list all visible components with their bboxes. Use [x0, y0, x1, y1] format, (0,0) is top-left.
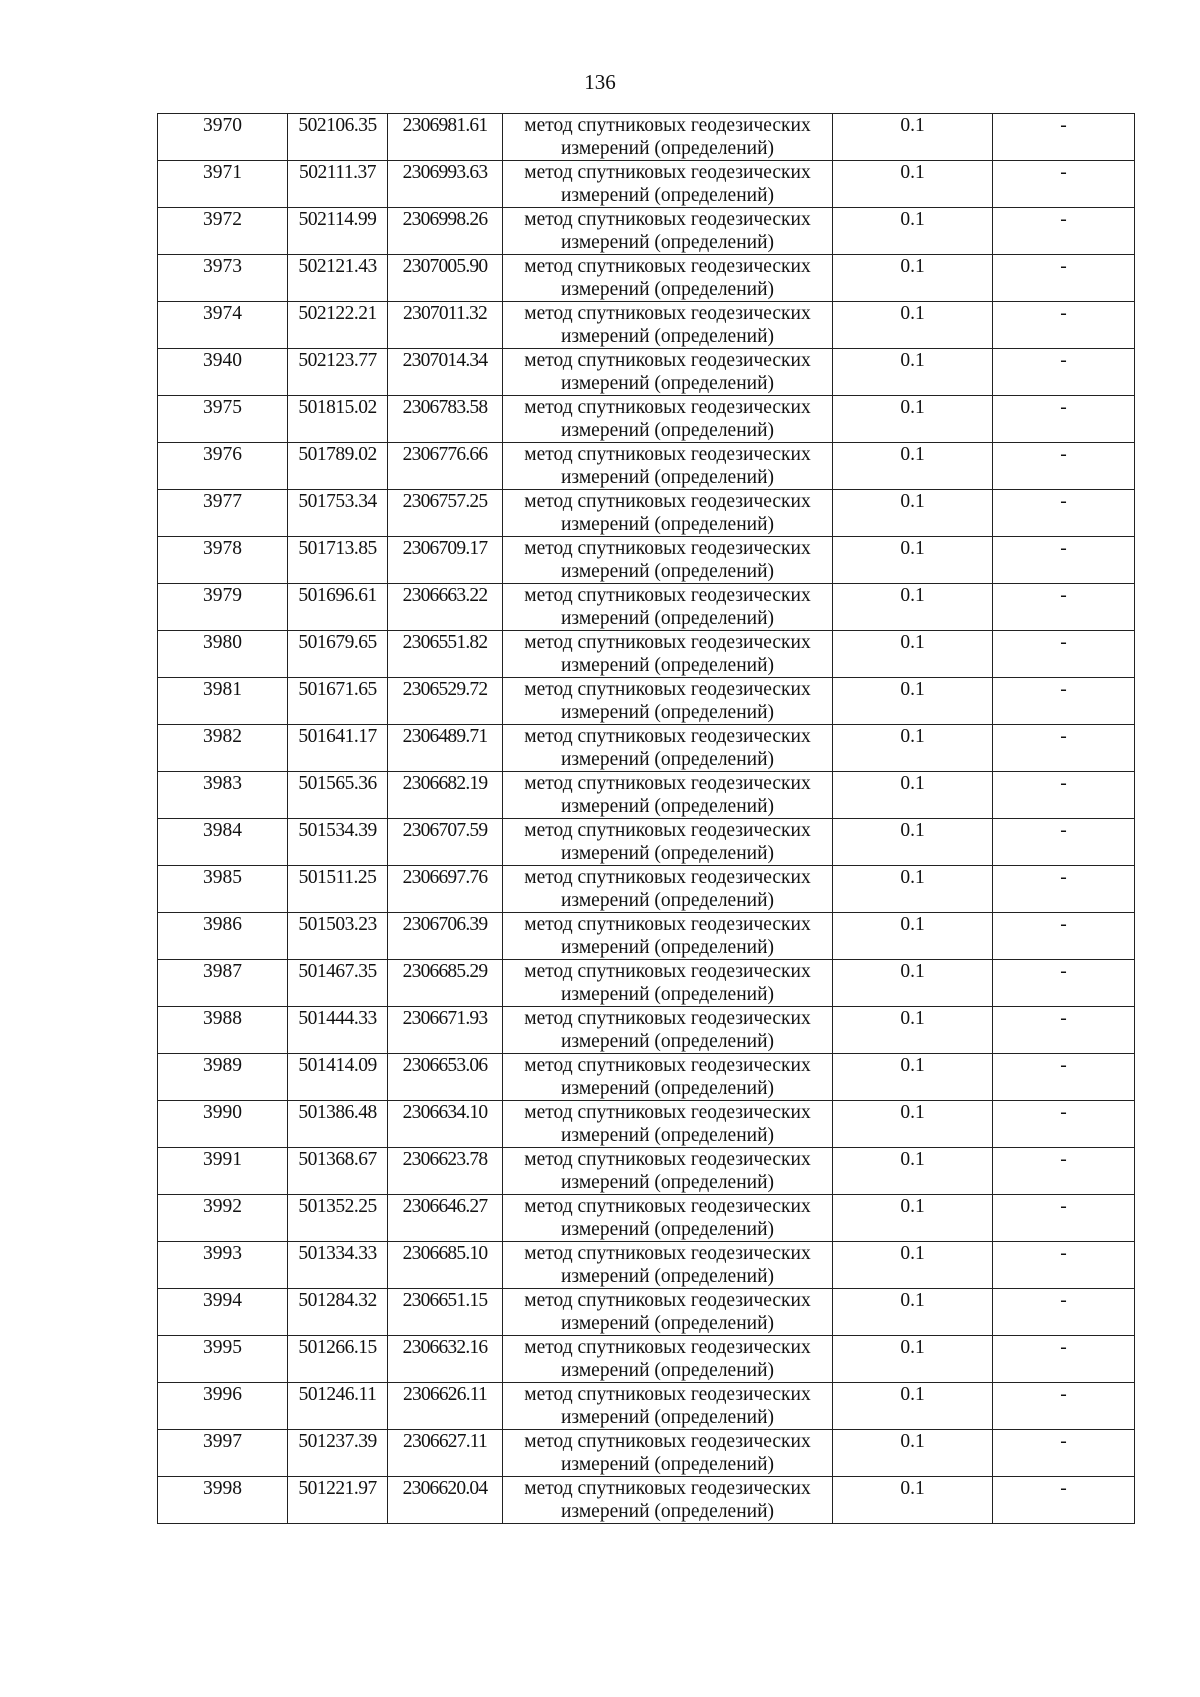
- table-row: [158, 396, 1135, 443]
- method-line-2: измерений (определений): [560, 655, 775, 676]
- method-cell: [503, 1101, 833, 1148]
- accuracy: 0.1: [833, 772, 993, 819]
- method-line-1: метод спутниковых геодезических: [524, 444, 811, 465]
- coord-y: 2306697.76: [388, 866, 503, 913]
- accuracy: 0.1: [833, 819, 993, 866]
- method-cell: [503, 1430, 833, 1477]
- accuracy: 0.1: [833, 866, 993, 913]
- coord-x: 502111.37: [288, 161, 388, 208]
- accuracy: 0.1: [833, 443, 993, 490]
- coord-y: 2306776.66: [388, 443, 503, 490]
- point-number: 3980: [158, 631, 288, 678]
- coord-y: 2306627.11: [388, 1430, 503, 1477]
- method-line-1: метод спутниковых геодезических: [524, 726, 811, 747]
- coord-x: 501565.36: [288, 772, 388, 819]
- table-row: [158, 866, 1135, 913]
- table-row: [158, 208, 1135, 255]
- extra-value: -: [993, 490, 1135, 537]
- table-row: [158, 1289, 1135, 1336]
- point-number: 3978: [158, 537, 288, 584]
- extra-value: -: [993, 866, 1135, 913]
- accuracy: 0.1: [833, 161, 993, 208]
- method-line-2: измерений (определений): [560, 326, 775, 347]
- table-row: [158, 960, 1135, 1007]
- method-line-1: метод спутниковых геодезических: [524, 1008, 811, 1029]
- table-row: [158, 443, 1135, 490]
- method-cell: [503, 396, 833, 443]
- coord-x: 501444.33: [288, 1007, 388, 1054]
- method-line-2: измерений (определений): [560, 279, 775, 300]
- accuracy: 0.1: [833, 302, 993, 349]
- method-cell: [503, 1289, 833, 1336]
- coord-y: 2306685.29: [388, 960, 503, 1007]
- coord-y: 2306671.93: [388, 1007, 503, 1054]
- method-line-2: измерений (определений): [560, 796, 775, 817]
- extra-value: -: [993, 960, 1135, 1007]
- point-number: 3987: [158, 960, 288, 1007]
- point-number: 3977: [158, 490, 288, 537]
- extra-value: -: [993, 208, 1135, 255]
- method-line-2: измерений (определений): [560, 1407, 775, 1428]
- extra-value: -: [993, 255, 1135, 302]
- method-cell: [503, 490, 833, 537]
- extra-value: -: [993, 819, 1135, 866]
- accuracy: 0.1: [833, 1242, 993, 1289]
- coord-x: 502114.99: [288, 208, 388, 255]
- extra-value: -: [993, 678, 1135, 725]
- method-cell: [503, 1148, 833, 1195]
- method-line-2: измерений (определений): [560, 1125, 775, 1146]
- accuracy: 0.1: [833, 490, 993, 537]
- table-row: [158, 161, 1135, 208]
- method-line-2: измерений (определений): [560, 1172, 775, 1193]
- method-line-2: измерений (определений): [560, 984, 775, 1005]
- accuracy: 0.1: [833, 1430, 993, 1477]
- extra-value: -: [993, 1430, 1135, 1477]
- table-row: [158, 584, 1135, 631]
- point-number: 3991: [158, 1148, 288, 1195]
- method-cell: [503, 114, 833, 161]
- coord-x: 502121.43: [288, 255, 388, 302]
- extra-value: -: [993, 537, 1135, 584]
- coord-y: 2306653.06: [388, 1054, 503, 1101]
- coord-x: 501534.39: [288, 819, 388, 866]
- point-number: 3992: [158, 1195, 288, 1242]
- point-number: 3973: [158, 255, 288, 302]
- coord-y: 2306634.10: [388, 1101, 503, 1148]
- coord-x: 501368.67: [288, 1148, 388, 1195]
- method-cell: [503, 866, 833, 913]
- accuracy: 0.1: [833, 631, 993, 678]
- extra-value: -: [993, 1477, 1135, 1524]
- method-line-2: измерений (определений): [560, 1501, 775, 1522]
- point-number: 3983: [158, 772, 288, 819]
- method-cell: [503, 725, 833, 772]
- accuracy: 0.1: [833, 584, 993, 631]
- coord-x: 501237.39: [288, 1430, 388, 1477]
- extra-value: -: [993, 631, 1135, 678]
- method-line-1: метод спутниковых геодезических: [524, 1243, 811, 1264]
- table-row: [158, 1336, 1135, 1383]
- point-number: 3976: [158, 443, 288, 490]
- method-line-2: измерений (определений): [560, 467, 775, 488]
- coord-y: 2306646.27: [388, 1195, 503, 1242]
- accuracy: 0.1: [833, 1101, 993, 1148]
- method-line-2: измерений (определений): [560, 373, 775, 394]
- coord-y: 2306551.82: [388, 631, 503, 678]
- coord-x: 501221.97: [288, 1477, 388, 1524]
- method-line-1: метод спутниковых геодезических: [524, 162, 811, 183]
- method-line-1: метод спутниковых геодезических: [524, 1337, 811, 1358]
- coord-x: 501414.09: [288, 1054, 388, 1101]
- extra-value: -: [993, 114, 1135, 161]
- table-row: [158, 1195, 1135, 1242]
- accuracy: 0.1: [833, 960, 993, 1007]
- coord-x: 501713.85: [288, 537, 388, 584]
- method-line-1: метод спутниковых геодезических: [524, 538, 811, 559]
- coord-x: 501679.65: [288, 631, 388, 678]
- method-line-2: измерений (определений): [560, 890, 775, 911]
- point-number: 3997: [158, 1430, 288, 1477]
- extra-value: -: [993, 584, 1135, 631]
- method-cell: [503, 443, 833, 490]
- coord-y: 2306993.63: [388, 161, 503, 208]
- method-cell: [503, 819, 833, 866]
- method-line-1: метод спутниковых геодезических: [524, 256, 811, 277]
- method-cell: [503, 1007, 833, 1054]
- extra-value: -: [993, 1101, 1135, 1148]
- method-line-2: измерений (определений): [560, 1031, 775, 1052]
- table-row: [158, 1054, 1135, 1101]
- extra-value: -: [993, 1289, 1135, 1336]
- table-row: [158, 819, 1135, 866]
- accuracy: 0.1: [833, 114, 993, 161]
- coord-y: 2306685.10: [388, 1242, 503, 1289]
- table-body: [158, 114, 1135, 1524]
- point-number: 3940: [158, 349, 288, 396]
- point-number: 3970: [158, 114, 288, 161]
- coord-y: 2307005.90: [388, 255, 503, 302]
- method-line-2: измерений (определений): [560, 561, 775, 582]
- point-number: 3974: [158, 302, 288, 349]
- table-row: [158, 255, 1135, 302]
- method-line-2: измерений (определений): [560, 749, 775, 770]
- point-number: 3990: [158, 1101, 288, 1148]
- method-line-2: измерений (определений): [560, 1219, 775, 1240]
- coord-x: 501246.11: [288, 1383, 388, 1430]
- method-line-2: измерений (определений): [560, 232, 775, 253]
- accuracy: 0.1: [833, 255, 993, 302]
- method-line-1: метод спутниковых геодезических: [524, 1384, 811, 1405]
- coord-x: 501284.32: [288, 1289, 388, 1336]
- coord-x: 501467.35: [288, 960, 388, 1007]
- method-line-1: метод спутниковых геодезических: [524, 1431, 811, 1452]
- point-number: 3971: [158, 161, 288, 208]
- point-number: 3989: [158, 1054, 288, 1101]
- accuracy: 0.1: [833, 913, 993, 960]
- table-row: [158, 772, 1135, 819]
- method-cell: [503, 678, 833, 725]
- coord-y: 2306707.59: [388, 819, 503, 866]
- accuracy: 0.1: [833, 1195, 993, 1242]
- method-cell: [503, 631, 833, 678]
- coord-x: 502123.77: [288, 349, 388, 396]
- point-number: 3995: [158, 1336, 288, 1383]
- method-line-2: измерений (определений): [560, 185, 775, 206]
- coord-x: 501671.65: [288, 678, 388, 725]
- extra-value: -: [993, 302, 1135, 349]
- method-cell: [503, 1242, 833, 1289]
- method-line-1: метод спутниковых геодезических: [524, 1290, 811, 1311]
- accuracy: 0.1: [833, 1477, 993, 1524]
- method-cell: [503, 161, 833, 208]
- method-line-2: измерений (определений): [560, 1266, 775, 1287]
- extra-value: -: [993, 1007, 1135, 1054]
- method-line-1: метод спутниковых геодезических: [524, 1102, 811, 1123]
- extra-value: -: [993, 396, 1135, 443]
- point-number: 3998: [158, 1477, 288, 1524]
- method-line-2: измерений (определений): [560, 1313, 775, 1334]
- point-number: 3986: [158, 913, 288, 960]
- method-line-2: измерений (определений): [560, 1454, 775, 1475]
- extra-value: -: [993, 1195, 1135, 1242]
- point-number: 3979: [158, 584, 288, 631]
- method-cell: [503, 1054, 833, 1101]
- coord-x: 501334.33: [288, 1242, 388, 1289]
- coord-x: 501503.23: [288, 913, 388, 960]
- table-row: [158, 1242, 1135, 1289]
- coord-y: 2307011.32: [388, 302, 503, 349]
- extra-value: -: [993, 1336, 1135, 1383]
- accuracy: 0.1: [833, 1148, 993, 1195]
- coord-x: 502122.21: [288, 302, 388, 349]
- coord-y: 2306981.61: [388, 114, 503, 161]
- table-row: [158, 1430, 1135, 1477]
- method-line-1: метод спутниковых геодезических: [524, 961, 811, 982]
- table-row: [158, 631, 1135, 678]
- method-line-1: метод спутниковых геодезических: [524, 1478, 811, 1499]
- method-cell: [503, 1195, 833, 1242]
- point-number: 3993: [158, 1242, 288, 1289]
- method-line-1: метод спутниковых геодезических: [524, 209, 811, 230]
- point-number: 3984: [158, 819, 288, 866]
- accuracy: 0.1: [833, 678, 993, 725]
- coord-y: 2306706.39: [388, 913, 503, 960]
- table-row: [158, 1477, 1135, 1524]
- coord-x: 501789.02: [288, 443, 388, 490]
- extra-value: -: [993, 725, 1135, 772]
- method-line-2: измерений (определений): [560, 702, 775, 723]
- table-row: [158, 725, 1135, 772]
- coord-x: 501696.61: [288, 584, 388, 631]
- coord-x: 501511.25: [288, 866, 388, 913]
- point-number: 3981: [158, 678, 288, 725]
- coord-y: 2306620.04: [388, 1477, 503, 1524]
- method-cell: [503, 1477, 833, 1524]
- method-line-2: измерений (определений): [560, 1078, 775, 1099]
- accuracy: 0.1: [833, 725, 993, 772]
- coord-x: 501266.15: [288, 1336, 388, 1383]
- method-cell: [503, 1336, 833, 1383]
- method-line-2: измерений (определений): [560, 138, 775, 159]
- coord-y: 2306998.26: [388, 208, 503, 255]
- method-cell: [503, 302, 833, 349]
- method-cell: [503, 913, 833, 960]
- method-line-2: измерений (определений): [560, 937, 775, 958]
- coord-y: 2306632.16: [388, 1336, 503, 1383]
- method-cell: [503, 255, 833, 302]
- method-line-1: метод спутниковых геодезических: [524, 632, 811, 653]
- extra-value: -: [993, 443, 1135, 490]
- point-number: 3972: [158, 208, 288, 255]
- accuracy: 0.1: [833, 1383, 993, 1430]
- method-cell: [503, 1383, 833, 1430]
- accuracy: 0.1: [833, 208, 993, 255]
- accuracy: 0.1: [833, 349, 993, 396]
- coord-x: 501815.02: [288, 396, 388, 443]
- coord-y: 2306623.78: [388, 1148, 503, 1195]
- table-row: [158, 490, 1135, 537]
- point-number: 3985: [158, 866, 288, 913]
- accuracy: 0.1: [833, 1054, 993, 1101]
- method-line-1: метод спутниковых геодезических: [524, 773, 811, 794]
- table-row: [158, 537, 1135, 584]
- method-cell: [503, 960, 833, 1007]
- extra-value: -: [993, 161, 1135, 208]
- coord-x: 501641.17: [288, 725, 388, 772]
- point-number: 3996: [158, 1383, 288, 1430]
- point-number: 3994: [158, 1289, 288, 1336]
- method-cell: [503, 537, 833, 584]
- method-cell: [503, 349, 833, 396]
- table-row: [158, 1007, 1135, 1054]
- extra-value: -: [993, 1242, 1135, 1289]
- accuracy: 0.1: [833, 1289, 993, 1336]
- coord-x: 501753.34: [288, 490, 388, 537]
- coord-y: 2306529.72: [388, 678, 503, 725]
- method-line-1: метод спутниковых геодезических: [524, 491, 811, 512]
- extra-value: -: [993, 1148, 1135, 1195]
- method-line-1: метод спутниковых геодезических: [524, 820, 811, 841]
- coord-y: 2307014.34: [388, 349, 503, 396]
- coord-x: 501386.48: [288, 1101, 388, 1148]
- method-line-2: измерений (определений): [560, 420, 775, 441]
- coord-y: 2306757.25: [388, 490, 503, 537]
- method-cell: [503, 208, 833, 255]
- coord-y: 2306783.58: [388, 396, 503, 443]
- table-row: [158, 1383, 1135, 1430]
- method-line-1: метод спутниковых геодезических: [524, 303, 811, 324]
- table-row: [158, 1101, 1135, 1148]
- accuracy: 0.1: [833, 537, 993, 584]
- extra-value: -: [993, 1054, 1135, 1101]
- page-number: 136: [584, 70, 616, 94]
- method-line-1: метод спутниковых геодезических: [524, 1055, 811, 1076]
- accuracy: 0.1: [833, 396, 993, 443]
- extra-value: -: [993, 913, 1135, 960]
- coord-y: 2306489.71: [388, 725, 503, 772]
- table-row: [158, 1148, 1135, 1195]
- table-row: [158, 302, 1135, 349]
- method-line-2: измерений (определений): [560, 608, 775, 629]
- accuracy: 0.1: [833, 1336, 993, 1383]
- table-row: [158, 678, 1135, 725]
- coord-y: 2306663.22: [388, 584, 503, 631]
- coord-x: 501352.25: [288, 1195, 388, 1242]
- method-line-2: измерений (определений): [560, 1360, 775, 1381]
- point-number: 3975: [158, 396, 288, 443]
- method-line-2: измерений (определений): [560, 514, 775, 535]
- point-number: 3988: [158, 1007, 288, 1054]
- coord-y: 2306682.19: [388, 772, 503, 819]
- coordinates-table: [157, 113, 1135, 1524]
- accuracy: 0.1: [833, 1007, 993, 1054]
- method-line-1: метод спутниковых геодезических: [524, 1196, 811, 1217]
- method-cell: [503, 772, 833, 819]
- point-number: 3982: [158, 725, 288, 772]
- extra-value: -: [993, 349, 1135, 396]
- method-cell: [503, 584, 833, 631]
- method-line-1: метод спутниковых геодезических: [524, 679, 811, 700]
- method-line-1: метод спутниковых геодезических: [524, 350, 811, 371]
- method-line-1: метод спутниковых геодезических: [524, 867, 811, 888]
- method-line-1: метод спутниковых геодезических: [524, 1149, 811, 1170]
- extra-value: -: [993, 772, 1135, 819]
- extra-value: -: [993, 1383, 1135, 1430]
- method-line-2: измерений (определений): [560, 843, 775, 864]
- table-row: [158, 349, 1135, 396]
- method-line-1: метод спутниковых геодезических: [524, 397, 811, 418]
- coord-y: 2306651.15: [388, 1289, 503, 1336]
- method-line-1: метод спутниковых геодезических: [524, 585, 811, 606]
- coord-y: 2306626.11: [388, 1383, 503, 1430]
- method-line-1: метод спутниковых геодезических: [524, 914, 811, 935]
- method-line-1: метод спутниковых геодезических: [524, 115, 811, 136]
- table-row: [158, 114, 1135, 161]
- table-row: [158, 913, 1135, 960]
- coord-y: 2306709.17: [388, 537, 503, 584]
- coord-x: 502106.35: [288, 114, 388, 161]
